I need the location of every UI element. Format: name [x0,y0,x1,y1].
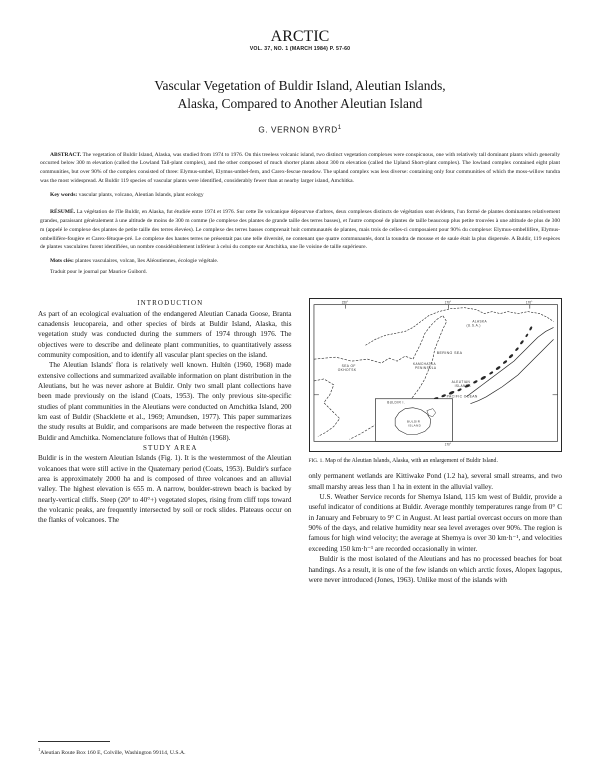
resume-block [40,208,560,276]
svg-text:PENINSULA: PENINSULA [414,366,436,371]
right-paragraph-3: Buldir is the most isolated of the Aleutians and has no processed beaches for boat handings. As a result, it is one of the few islands on which arctic foxes, Alopex lagopus, were never introduced (Jones, 1963). Unlike most of the islands with [308,555,562,584]
footnote-text: Aleutian Route Box 160 E, Colville, Washington 99114, U.S.A. [40,750,186,757]
figure-caption-text: Map of the Aleutian Islands, Alaska, with an enlargement of Buldir Island. [323,457,498,464]
map-label-kamchatka: KAMCHATKA [412,362,436,367]
title-line-2: Alaska, Compared to Another Aleutian Island [177,95,423,111]
map-label-pacific-ocean: PACIFIC OCEAN [446,395,478,400]
svg-text:ISLANDS: ISLANDS [454,384,471,389]
aleutian-islands-map [310,299,562,447]
figure-label: FIG. 1. [308,457,324,464]
map-label-inset-title: BULDIR I. [386,401,405,406]
resume-text: La végétation de l'île Buldir, en Alaska, fut étudiée entre 1974 et 1976. Sur cette île volcanique dépourvue d'arbres, deux complexes distincts de végétation sont évidents, l'un formé de plantes dominantes relativement grandes, paraissant généralement à une altitude de moins de 300 m comme (le complexe des plantes de grande taille des terres basses), et l'autre composé de plantes de taille beaucoup plus petite trouvées à une altitude de plus de 300 m (appelé le complexe des plantes de petite taille des terres élevées). Le complexe des terres basses comprenait huit communautés de plantes, mais trois de celles-ci composaient pour 90% du complexe: Elymus-ombellifère, Elymus-ombellifère-fougère et Carex-fétuque-pré. Le complexe des hautes terres ne présentait pas une telle diversité, ne contenant que quatre communautés, dont la toundra de mousse et de saule était la plus dispersée. A Buldir, 119 espèces de plantes vasculaires furent identifiées, un nombre considérablement inférieur à celui du compte sur Amchitka, une île voisine de taille supérieure. [40,209,560,251]
map-figure-frame [309,298,563,451]
study-area-paragraph-1: Buldir is in the western Aleutian Islands (Fig. 1). It is the westernmost of the Aleutian volcanoes that were still active in the Quaternary period (Coats, 1953). Buldir's surface area is approximately 2000 ha and is composed of three volcanoes and an alluvial valley. The highest elevation is 655 m. A narrow, boulder-strewn beach is backed by nearly-vertical cliffs. Steep (20° to 40°+) vegetated slopes, rising from cliff tops toward the volcanic peaks, are frequently intersected by soil or rock slides. Plateaus occur on the flanks of volcanoes. The [38,454,292,525]
abstract-keywords [40,191,560,200]
right-paragraph-1: only permanent wetlands are Kittiwake Pond (1.2 ha), several small streams, and two small marshy areas less than 1 ha in extent in the alluvial valley. [308,472,562,491]
resume-keywords [40,257,560,266]
map-label-buldir-inset: BULDIR [406,419,420,424]
resume-french [40,208,560,252]
figure-1 [309,298,563,465]
svg-text:(U.S.A.): (U.S.A.) [465,323,481,328]
resume-label: RÉSUMÉ. [50,209,76,216]
right-column [309,298,563,585]
body-columns [38,298,562,585]
footnote-marker: 1 [38,747,41,753]
intro-paragraph-2: The Aleutian Islands' flora is relatively well known. Hultén (1960, 1968) made extensive collections and summarized available information on plant distribution in the Aleutians, but he was never ashore at Buldir. Only two small plant collections have been made previously on the island (Coats, 1953). The only previous site-specific studies of plant communities in the Aleutians were conducted on Amchitka Island, 200 km east of Buldir (Shacklette et al., 1969; Amundsen, 1977). This paper summarizes the study results at Buldir, and comparisons are made between the respective floras at Buldir and Amchitka. Nomenclature follows that of Hultén (1968). [38,361,292,442]
mots-cles-text: plantes vasculaires, volcan, îles Aléoutiennes, écologie végétale. [73,258,219,265]
mots-cles-label: Mots clés: [50,258,74,265]
journal-issue-line: VOL. 37, NO. 1 (MARCH 1984) P. 57-60 [249,45,351,52]
title-line-1: Vascular Vegetation of Buldir Island, Aleutian Islands, [154,77,446,93]
map-label-sea-of-okhotsk: SEA OF [341,364,356,369]
author-affiliation-footnote [38,744,293,758]
footnote-rule [38,741,110,742]
map-label-bering-sea: BERING SEA [436,351,462,356]
author-name: G. VERNON BYRD [258,125,338,135]
journal-masthead [0,28,600,53]
abstract-text: The vegetation of Buldir Island, Alaska, was studied from 1974 to 1976. On this treeless volcanic island, two distinct vegetation complexes were conspicuous, one with relatively tall dominant plants which generally occurred below 300 m elevation (called the Lowland Tall-plant complex), and the other composed of much shorter plants about 300 m elevation (called the Upland Short-plant complex). The lowland complex contained eight plant communities, but over 90% of the complex consisted of three: Elymus-umbel, Elymus-umbel-fern, and Carex-fescue meadow. The upland complex was less diverse: containing only four communities of which the moss-willow tundra was the most widespread. At Buldir 119 species of vascular plants were identified, considerably fewer than at nearby larger island, Amchitka. [40,151,560,184]
figure-caption [309,457,563,466]
keywords-text: vascular plants, volcano, Aleutian Islands, plant ecology [77,191,204,198]
map-label-aleutian-islands: ALEUTIAN [451,380,470,385]
map-label-alaska: ALASKA [471,319,487,324]
abstract-block [40,151,560,277]
author-footnote-marker: 1 [337,124,342,131]
left-column [38,298,292,585]
journal-name: ARCTIC [270,28,330,45]
heading-introduction: INTRODUCTION [137,299,204,308]
abstract-label: ABSTRACT. [50,151,82,158]
abstract-english [40,151,560,186]
right-paragraph-2: U.S. Weather Service records for Shemya Island, 115 km west of Buldir, provide a useful indicator of conditions at Buldir. Average monthly temperatures range from 0° C in January and February to 9° C in August. At least partial overcast occurs on more than 90% of the days, and relative humidity near sea level averages over 90%. The region is famous for high wind velocity; the average at Shemya is over 30 km·h⁻¹, and velocities exceeding 150 km·h⁻¹ are recorded occasionally in winter. [308,493,562,553]
heading-study-area: STUDY AREA [143,444,198,453]
svg-text:170°: 170° [444,301,451,306]
svg-text:OKHOTSK: OKHOTSK [337,368,356,373]
keywords-label: Key words: [50,191,78,198]
svg-text:170°: 170° [444,442,451,447]
translator-credit: Traduit pour le journal par Maurice Guibord. [50,268,147,275]
svg-text:170°: 170° [525,301,532,306]
author-byline [0,125,600,135]
page-title [70,77,530,113]
intro-paragraph-1: As part of an ecological evaluation of the endangered Aleutian Canada Goose, Branta canadensis leucopareia, and other species of birds at Buldir Island, Alaska, this vegetation study was conducted during the summers of 1974 through 1976. The objectives were to describe and delineate plant communities, to quantitatively assess community composition, and to identify all vascular plant species on the island. [38,309,292,359]
svg-text:150°: 150° [341,301,348,306]
svg-text:ISLAND: ISLAND [407,423,421,428]
